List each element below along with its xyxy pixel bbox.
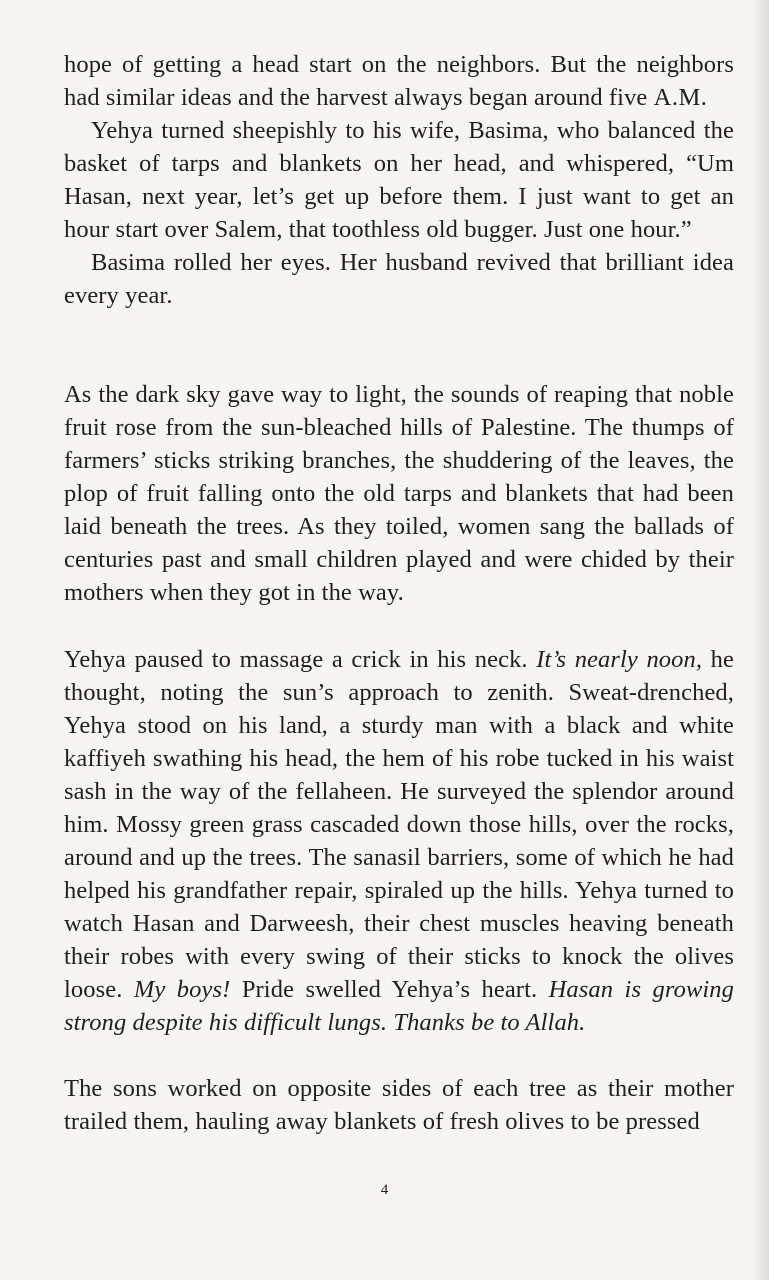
paragraph: Basima rolled her eyes. Her husband revived that brilliant idea every year.	[64, 249, 734, 309]
italic-thought: My boys!	[133, 976, 231, 1003]
text-block-opening	[64, 48, 734, 312]
paragraph: The sons worked on opposite sides of each tree as their mother trailed them, hauling away blankets of fresh olives to be pressed	[64, 1075, 734, 1135]
page-edge-shadow	[751, 0, 769, 1280]
paragraph: Yehya turned sheepishly to his wife, Basima, who balanced the basket of tarps and blankets on her head, and whispered, “Um Hasan, next year, let’s get up before them. I just want to get an hour start over Salem, that toothless old bugger. Just one hour.”	[64, 117, 734, 243]
italic-thought: It’s nearly noon,	[536, 646, 703, 673]
text-block-harvest	[64, 378, 734, 609]
text-block-sons	[64, 1072, 734, 1138]
paragraph	[64, 643, 734, 1039]
text-block-yehya	[64, 643, 734, 1039]
paragraph-text: hope of getting a head start on the neighbors. But the neighbors had similar ideas and the harvest always began around five	[64, 51, 734, 111]
paragraph	[64, 48, 734, 114]
paragraph: As the dark sky gave way to light, the sounds of reaping that noble fruit rose from the sun-bleached hills of Palestine. The thumps of farmers’ sticks striking branches, the shuddering of the leaves, the plop of fruit falling onto the old tarps and blankets that had been laid beneath the trees. As they toiled, women sang the ballads of centuries past and small children played and were chided by their mothers when they got in the way.	[64, 381, 734, 606]
paragraph-text: Pride swelled Yehya’s heart.	[230, 976, 549, 1003]
page-number: 4	[380, 1182, 389, 1198]
paragraph-text: he thought, noting the sun’s approach to zenith. Sweat-drenched, Yehya stood on his land, a sturdy man with a black and white kaffiyeh swathing his head, the hem of his robe tucked in his waist sash in the way of the fellaheen. He surveyed the splendor around him. Mossy green grass cascaded down those hills, over the rocks, around and up the trees. The sanasil barriers, some of which he had helped his grandfather repair, spiraled up the hills. Yehya turned to watch Hasan and Darweesh, their chest muscles heaving beneath their robes with every swing of their sticks to knock the olives loose.	[64, 646, 734, 1003]
time-abbreviation: A.M.	[653, 84, 708, 111]
paragraph-text: Yehya paused to massage a crick in his neck.	[64, 646, 537, 673]
italic-thought: Hasan is growing strong despite his difficult lungs. Thanks be to Allah.	[64, 976, 735, 1036]
